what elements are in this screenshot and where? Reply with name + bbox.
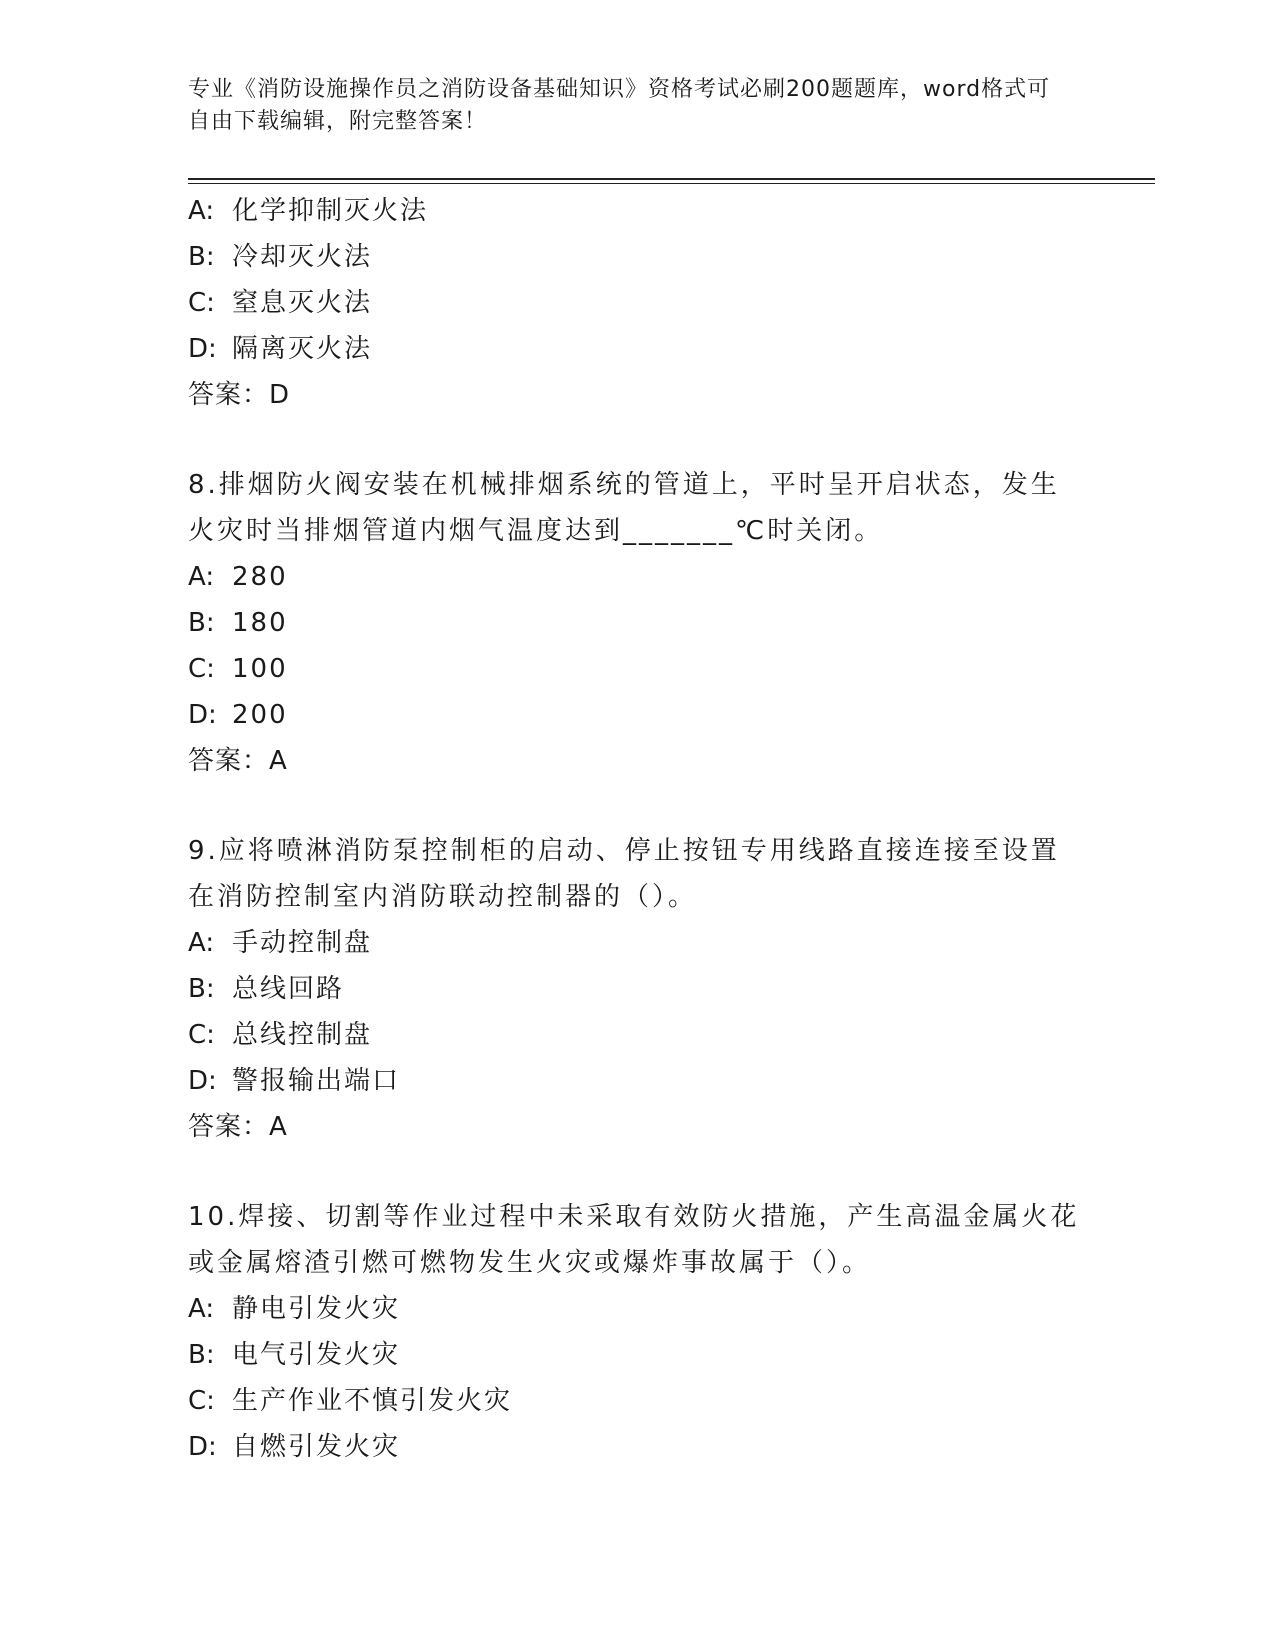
question-text-line: 8.排烟防火阀安装在机械排烟系统的管道上，平时呈开启状态，发生 bbox=[188, 470, 1060, 500]
option-text: 化学抑制灭火法 bbox=[232, 196, 429, 226]
option-c bbox=[188, 280, 1148, 326]
answer-line bbox=[188, 372, 1148, 418]
question-10 bbox=[188, 1194, 1148, 1470]
answer-label: 答案： bbox=[188, 1112, 270, 1142]
option-c bbox=[188, 1378, 1148, 1424]
option-text: 自燃引发火灾 bbox=[232, 1432, 401, 1462]
option-a bbox=[188, 188, 1148, 234]
option-key: B: bbox=[188, 974, 215, 1004]
option-text: 手动控制盘 bbox=[232, 928, 373, 958]
option-text: 静电引发火灾 bbox=[232, 1294, 401, 1324]
option-key: C: bbox=[188, 654, 215, 684]
option-key: D: bbox=[188, 1432, 217, 1462]
option-d bbox=[188, 692, 1148, 738]
question-text-line: 10.焊接、切割等作业过程中未采取有效防火措施，产生高温金属火花 bbox=[188, 1202, 1080, 1232]
answer-line bbox=[188, 738, 1148, 784]
option-key: B: bbox=[188, 242, 215, 272]
question-text-line: 或金属熔渣引燃可燃物发生火灾或爆炸事故属于（）。 bbox=[188, 1248, 872, 1278]
option-text: 200 bbox=[232, 700, 288, 730]
option-b bbox=[188, 966, 1148, 1012]
option-key: A: bbox=[188, 928, 215, 958]
header-divider-thin bbox=[188, 183, 1155, 184]
option-key: A: bbox=[188, 562, 215, 592]
question-7-continued bbox=[188, 188, 1148, 418]
question-8 bbox=[188, 462, 1148, 784]
answer-line bbox=[188, 1104, 1148, 1150]
option-key: C: bbox=[188, 1386, 215, 1416]
option-a bbox=[188, 1286, 1148, 1332]
option-d bbox=[188, 326, 1148, 372]
option-key: D: bbox=[188, 334, 217, 364]
option-a bbox=[188, 554, 1148, 600]
option-text: 总线回路 bbox=[232, 974, 345, 1004]
answer-label: 答案： bbox=[188, 746, 270, 776]
option-b bbox=[188, 1332, 1148, 1378]
option-key: D: bbox=[188, 700, 217, 730]
option-key: B: bbox=[188, 1340, 215, 1370]
option-d bbox=[188, 1058, 1148, 1104]
option-text: 280 bbox=[232, 562, 288, 592]
option-c bbox=[188, 646, 1148, 692]
document-header: 专业《消防设施操作员之消防设备基础知识》资格考试必刷200题题库，word格式可自由下载编辑，附完整答案！ bbox=[188, 77, 1051, 134]
option-text: 隔离灭火法 bbox=[232, 334, 373, 364]
option-b bbox=[188, 600, 1148, 646]
option-text: 100 bbox=[232, 654, 288, 684]
option-text: 生产作业不慎引发火灾 bbox=[232, 1386, 513, 1416]
option-text: 冷却灭火法 bbox=[232, 242, 373, 272]
option-key: D: bbox=[188, 1066, 217, 1096]
question-9 bbox=[188, 828, 1148, 1150]
answer-value: A bbox=[269, 1112, 287, 1142]
question-text-line: 在消防控制室内消防联动控制器的（）。 bbox=[188, 882, 698, 912]
option-text: 电气引发火灾 bbox=[232, 1340, 401, 1370]
option-key: C: bbox=[188, 1020, 215, 1050]
answer-label: 答案： bbox=[188, 380, 270, 410]
option-key: C: bbox=[188, 288, 215, 318]
option-text: 总线控制盘 bbox=[232, 1020, 373, 1050]
option-key: A: bbox=[188, 1294, 215, 1324]
header-divider bbox=[188, 178, 1155, 180]
option-key: B: bbox=[188, 608, 215, 638]
option-text: 180 bbox=[232, 608, 288, 638]
option-c bbox=[188, 1012, 1148, 1058]
question-text-line: 9.应将喷淋消防泵控制柜的启动、停止按钮专用线路直接连接至设置 bbox=[188, 836, 1060, 866]
option-b bbox=[188, 234, 1148, 280]
question-text-line: 火灾时当排烟管道内烟气温度达到_______℃时关闭。 bbox=[188, 516, 884, 546]
question-list bbox=[188, 188, 1148, 1470]
option-text: 窒息灭火法 bbox=[232, 288, 373, 318]
option-key: A: bbox=[188, 196, 215, 226]
answer-value: A bbox=[269, 746, 287, 776]
option-a bbox=[188, 920, 1148, 966]
answer-value: D bbox=[269, 380, 290, 410]
option-text: 警报输出端口 bbox=[232, 1066, 401, 1096]
option-d bbox=[188, 1424, 1148, 1470]
